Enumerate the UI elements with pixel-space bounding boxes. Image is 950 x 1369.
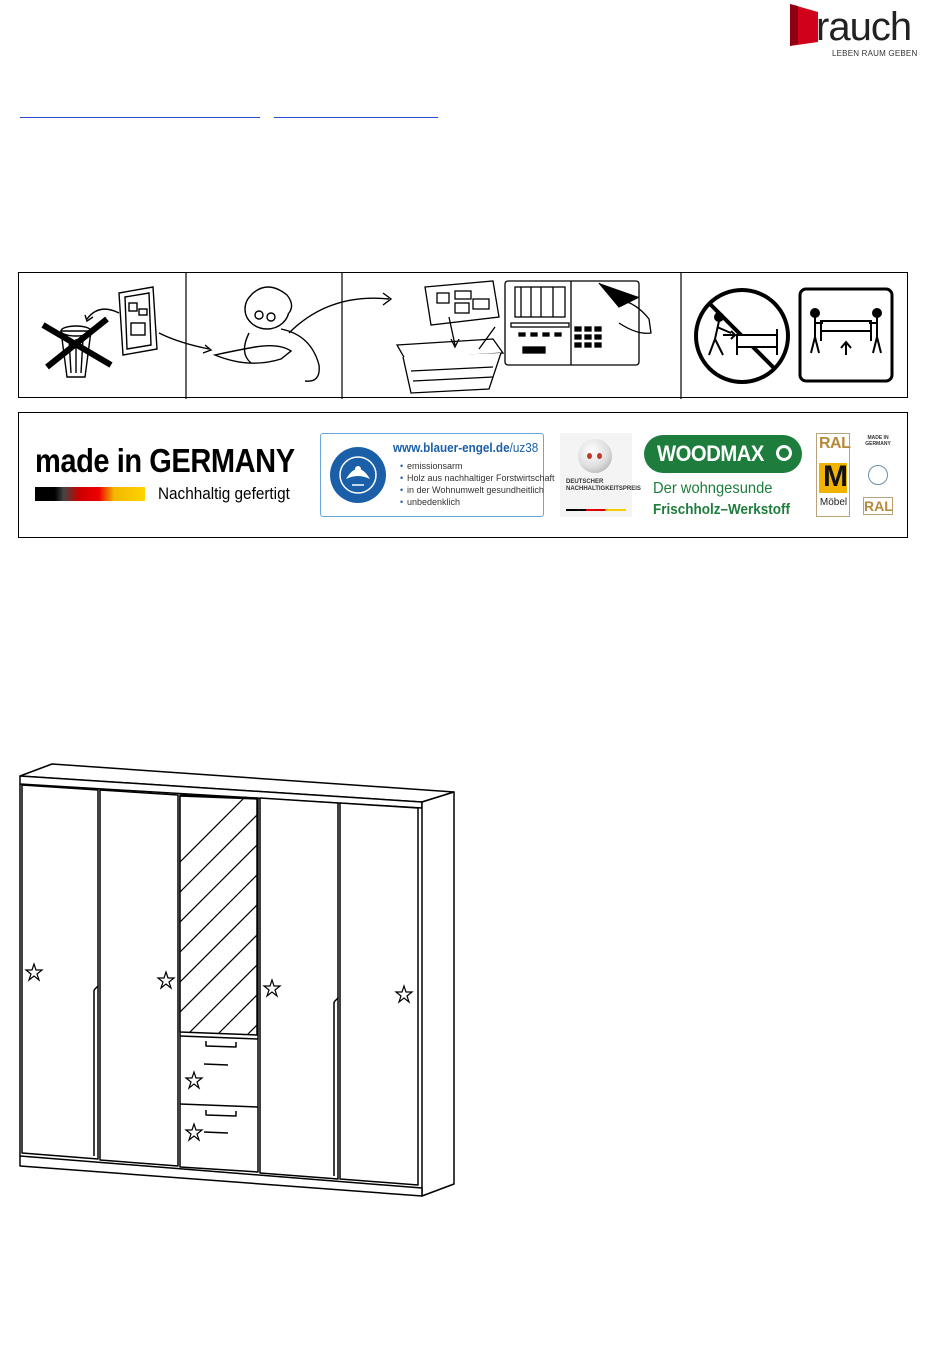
ral-made-in-germany-badge xyxy=(862,433,894,517)
woodmax-logo xyxy=(644,435,802,473)
do-not-drag-furniture-icon xyxy=(696,290,788,382)
list-item: • unbedenklich xyxy=(401,496,555,508)
brand-logo xyxy=(786,2,918,60)
instruction-pictograms xyxy=(19,273,909,399)
made-in-germany-title: made in GERMANY xyxy=(35,442,295,479)
blauer-engel-seal-icon xyxy=(328,439,388,511)
woodmax-line2: Frischholz–Werkstoff xyxy=(653,501,791,518)
woodmax-dot-icon xyxy=(776,445,792,461)
read-instructions-icon xyxy=(159,287,391,381)
m-quality-seal-icon: M xyxy=(819,463,847,493)
lift-furniture-icon xyxy=(800,289,892,381)
link-2[interactable] xyxy=(274,117,438,118)
nachhaltigkeitspreis-ball-icon xyxy=(578,439,612,473)
ral-made-in-germany-heading: MADE IN GERMANY xyxy=(865,435,891,447)
blauer-engel-bullets xyxy=(401,460,555,508)
instruction-strip xyxy=(18,272,908,398)
wardrobe-illustration xyxy=(14,758,460,1205)
woodmax-line1: Der wohngesunde xyxy=(653,480,773,497)
woodmax-name: WOODMAX xyxy=(657,441,764,466)
blauer-engel-badge xyxy=(320,433,555,517)
ral-moebel-label: Möbel xyxy=(819,497,848,508)
brand-tagline: LEBEN RAUM GEBEN xyxy=(832,49,918,58)
link-1[interactable] xyxy=(20,117,260,118)
certification-strip xyxy=(18,412,908,538)
ral-moebel-badge xyxy=(816,433,850,517)
blauer-engel-url xyxy=(393,440,538,455)
wardrobe-drawing xyxy=(14,758,460,1200)
file-instructions-icon xyxy=(397,281,651,393)
nachhaltigkeitspreis-title: DEUTSCHER NACHHALTIGKEITSPREIS xyxy=(566,479,641,492)
do-not-discard-instructions-icon xyxy=(43,287,157,377)
list-item: • emissionsarm xyxy=(401,460,555,472)
ral-seal-circle-icon xyxy=(868,465,888,485)
made-in-germany-badge xyxy=(35,442,315,503)
list-item: • in der Wohnumwelt gesundheitlich xyxy=(401,484,555,496)
list-item: • Holz aus nachhaltiger Forstwirtschaft xyxy=(401,472,555,484)
german-flag-stripe xyxy=(35,487,145,501)
woodmax-badge xyxy=(644,435,804,519)
nachhaltigkeitspreis-badge xyxy=(560,433,641,517)
blauer-engel-url-main: www.blauer-engel.de xyxy=(393,440,510,455)
brand-name: rauch xyxy=(816,5,912,49)
nachhaltigkeitspreis-flag-stripe xyxy=(566,509,626,511)
made-in-germany-subtitle: Nachhaltig gefertigt xyxy=(158,484,290,503)
ral-word: RAL xyxy=(819,435,851,452)
blauer-engel-url-suffix: /uz38 xyxy=(509,440,539,455)
ral-word: RAL xyxy=(864,498,893,514)
